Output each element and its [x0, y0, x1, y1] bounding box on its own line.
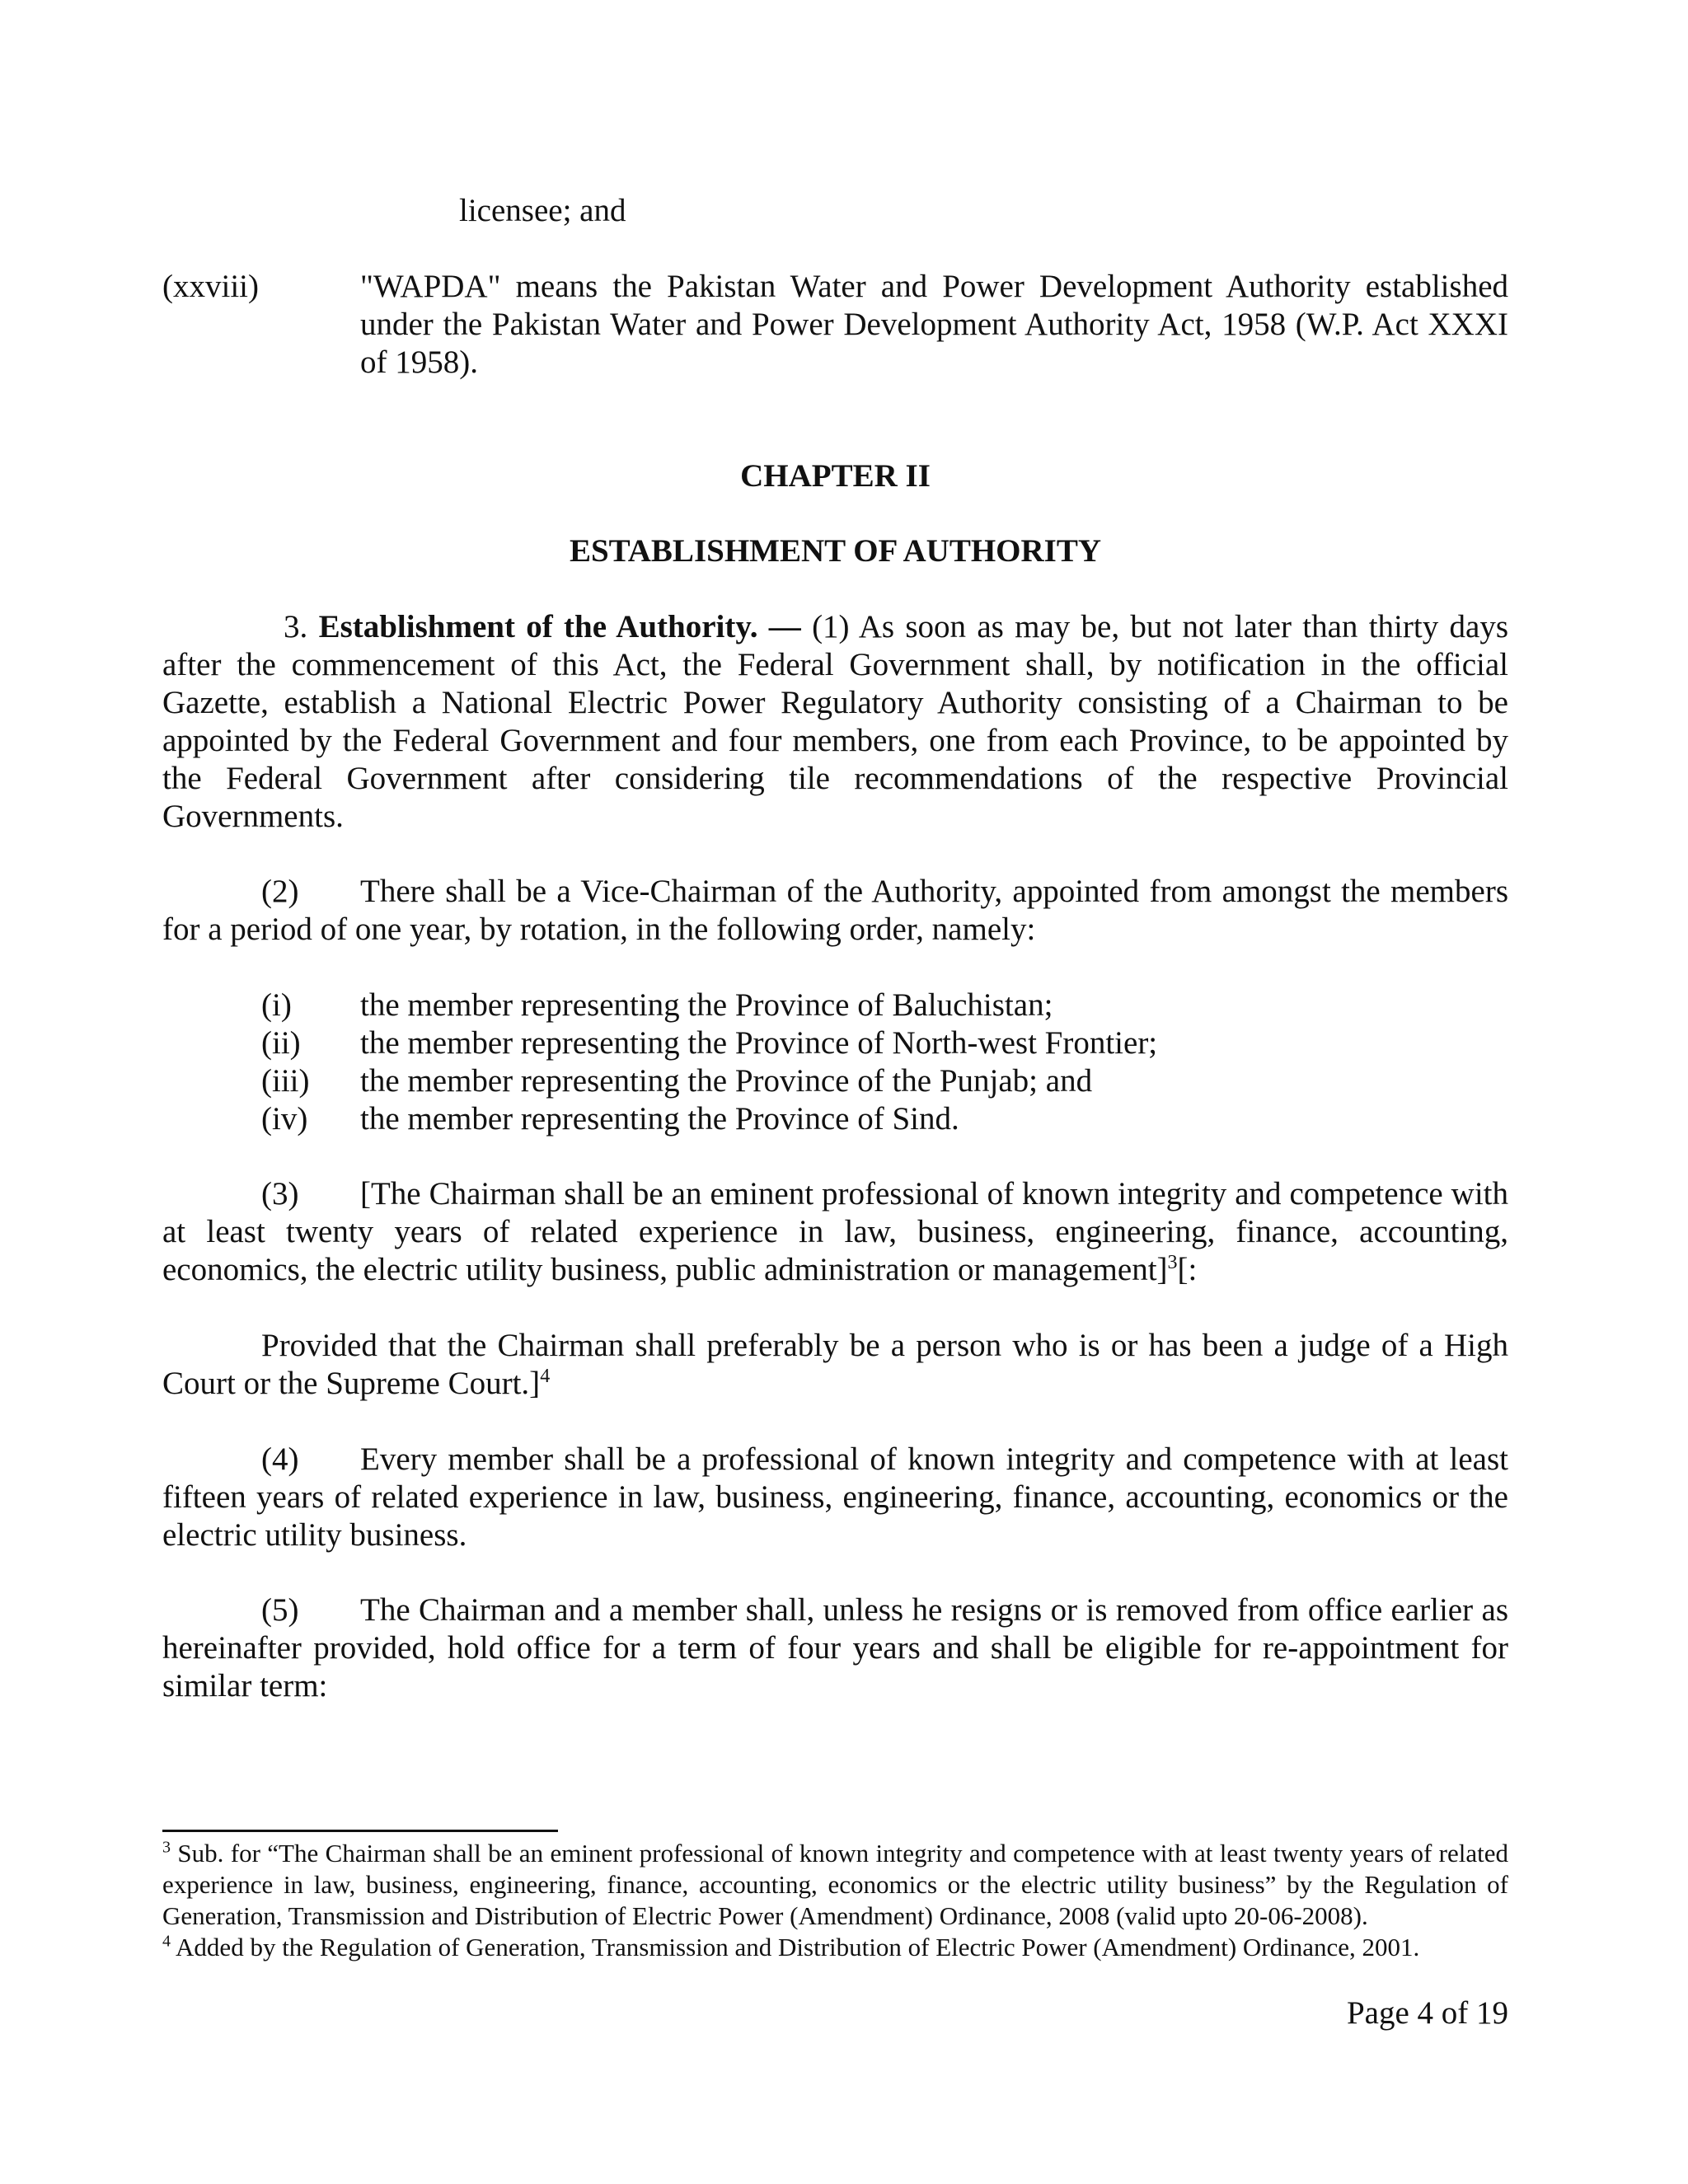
list-item [261, 1062, 1508, 1100]
footnote-separator [162, 1830, 558, 1832]
list-item-text: the member representing the Province of North-west Frontier; [360, 1025, 1158, 1061]
section-heading: Establishment of the Authority. — [318, 609, 801, 644]
definition-label: (xxviii) [162, 269, 259, 304]
subsection-4-text: Every member shall be a professional of known integrity and competence with at least fifteen years of related experience in law, business, engineering, finance, accounting, economics or the electric utility business. [162, 1441, 1508, 1553]
subsection-1-text: (1) As soon as may be, but not later than thirty days after the commencement of this Act, the Federal Government shall, by notification in the official Gazette, establish a National Electric Power Regulatory Authority consisting of a Chairman to be appointed by the Federal Government and four members, one from each Province, to be appointed by the Federal Government after considering tile recommendations of the respective Provincial Governments. [162, 609, 1509, 834]
section-3-subsection-5 [162, 1591, 1508, 1705]
list-item-number: (iii) [261, 1063, 310, 1099]
chapter-subtitle: ESTABLISHMENT OF AUTHORITY [569, 533, 1102, 569]
section-3-subsection-1 [162, 608, 1508, 836]
subsection-5-number: (5) [261, 1592, 299, 1628]
subsection-2-number: (2) [261, 874, 299, 909]
list-item-text: the member representing the Province of the Punjab; and [360, 1063, 1093, 1099]
vice-chairman-rotation-list [261, 987, 1508, 1138]
footnote-text: Sub. for “The Chairman shall be an eminent professional of known integrity and competence with at least twenty years of related experience in law, business, engineering, finance, accounting, economics or the electric utility business” by the Regulation of Generation, Transmission and Distribution of Electric Power (Amendment) Ordinance, 2008 (valid upto 20-06-2008). [162, 1839, 1509, 1930]
list-item [261, 1100, 1508, 1138]
definition-xxviii [162, 268, 1508, 383]
footnote-ref-3[interactable]: 3 [1167, 1252, 1178, 1273]
proviso-text: Provided that the Chairman shall preferably be a person who is or has been a judge of a High Court or the Supreme Court.] [162, 1328, 1508, 1401]
footnote-marker: 3 [162, 1838, 171, 1857]
list-item [261, 987, 1508, 1024]
proviso [162, 1327, 1508, 1403]
list-item [261, 1024, 1508, 1062]
section-3-subsection-2 [162, 873, 1508, 949]
list-item-number: (i) [261, 987, 292, 1023]
list-item-text: the member representing the Province of Sind. [360, 1101, 959, 1137]
subsection-2-text: There shall be a Vice-Chairman of the Authority, appointed from amongst the members for a period of one year, by rotation, in the following order, namely: [162, 874, 1508, 947]
list-item-text: the member representing the Province of Baluchistan; [360, 987, 1053, 1023]
footnotes [162, 1838, 1508, 1963]
footnote-marker: 4 [162, 1932, 171, 1951]
subsection-3-tail: [: [1177, 1252, 1198, 1287]
footnote-4 [162, 1932, 1508, 1963]
subsection-4-number: (4) [261, 1441, 299, 1477]
footnote-text: Added by the Regulation of Generation, Transmission and Distribution of Electric Power (Amendment) Ordinance, 2001. [176, 1933, 1420, 1961]
subsection-5-text: The Chairman and a member shall, unless he resigns or is removed from office earlier as hereinafter provided, hold office for a term of four years and shall be eligible for re-appointment for similar term: [162, 1592, 1508, 1704]
footnote-3 [162, 1838, 1508, 1932]
subsection-3-text: [The Chairman shall be an eminent professional of known integrity and competence with at least twenty years of related experience in law, business, engineering, finance, accounting, economics, the electric utility business, public administration or management] [162, 1176, 1508, 1287]
section-3-subsection-4 [162, 1441, 1508, 1554]
list-item-number: (ii) [261, 1025, 301, 1061]
definition-text: "WAPDA" means the Pakistan Water and Power Development Authority established under the Pakistan Water and Power Development Authority Act, 1958 (W.P. Act XXXI of 1958). [360, 269, 1508, 380]
section-3-subsection-3 [162, 1175, 1508, 1289]
section-number: 3. [284, 609, 308, 644]
page-number: Page 4 of 19 [1346, 1995, 1508, 2031]
list-item-number: (iv) [261, 1101, 308, 1137]
continuation-text [459, 192, 1508, 230]
subsection-3-number: (3) [261, 1176, 299, 1212]
footnote-ref-4[interactable]: 4 [540, 1366, 551, 1387]
continuation-line: licensee; and [459, 193, 626, 228]
chapter-title: CHAPTER II [740, 458, 931, 494]
